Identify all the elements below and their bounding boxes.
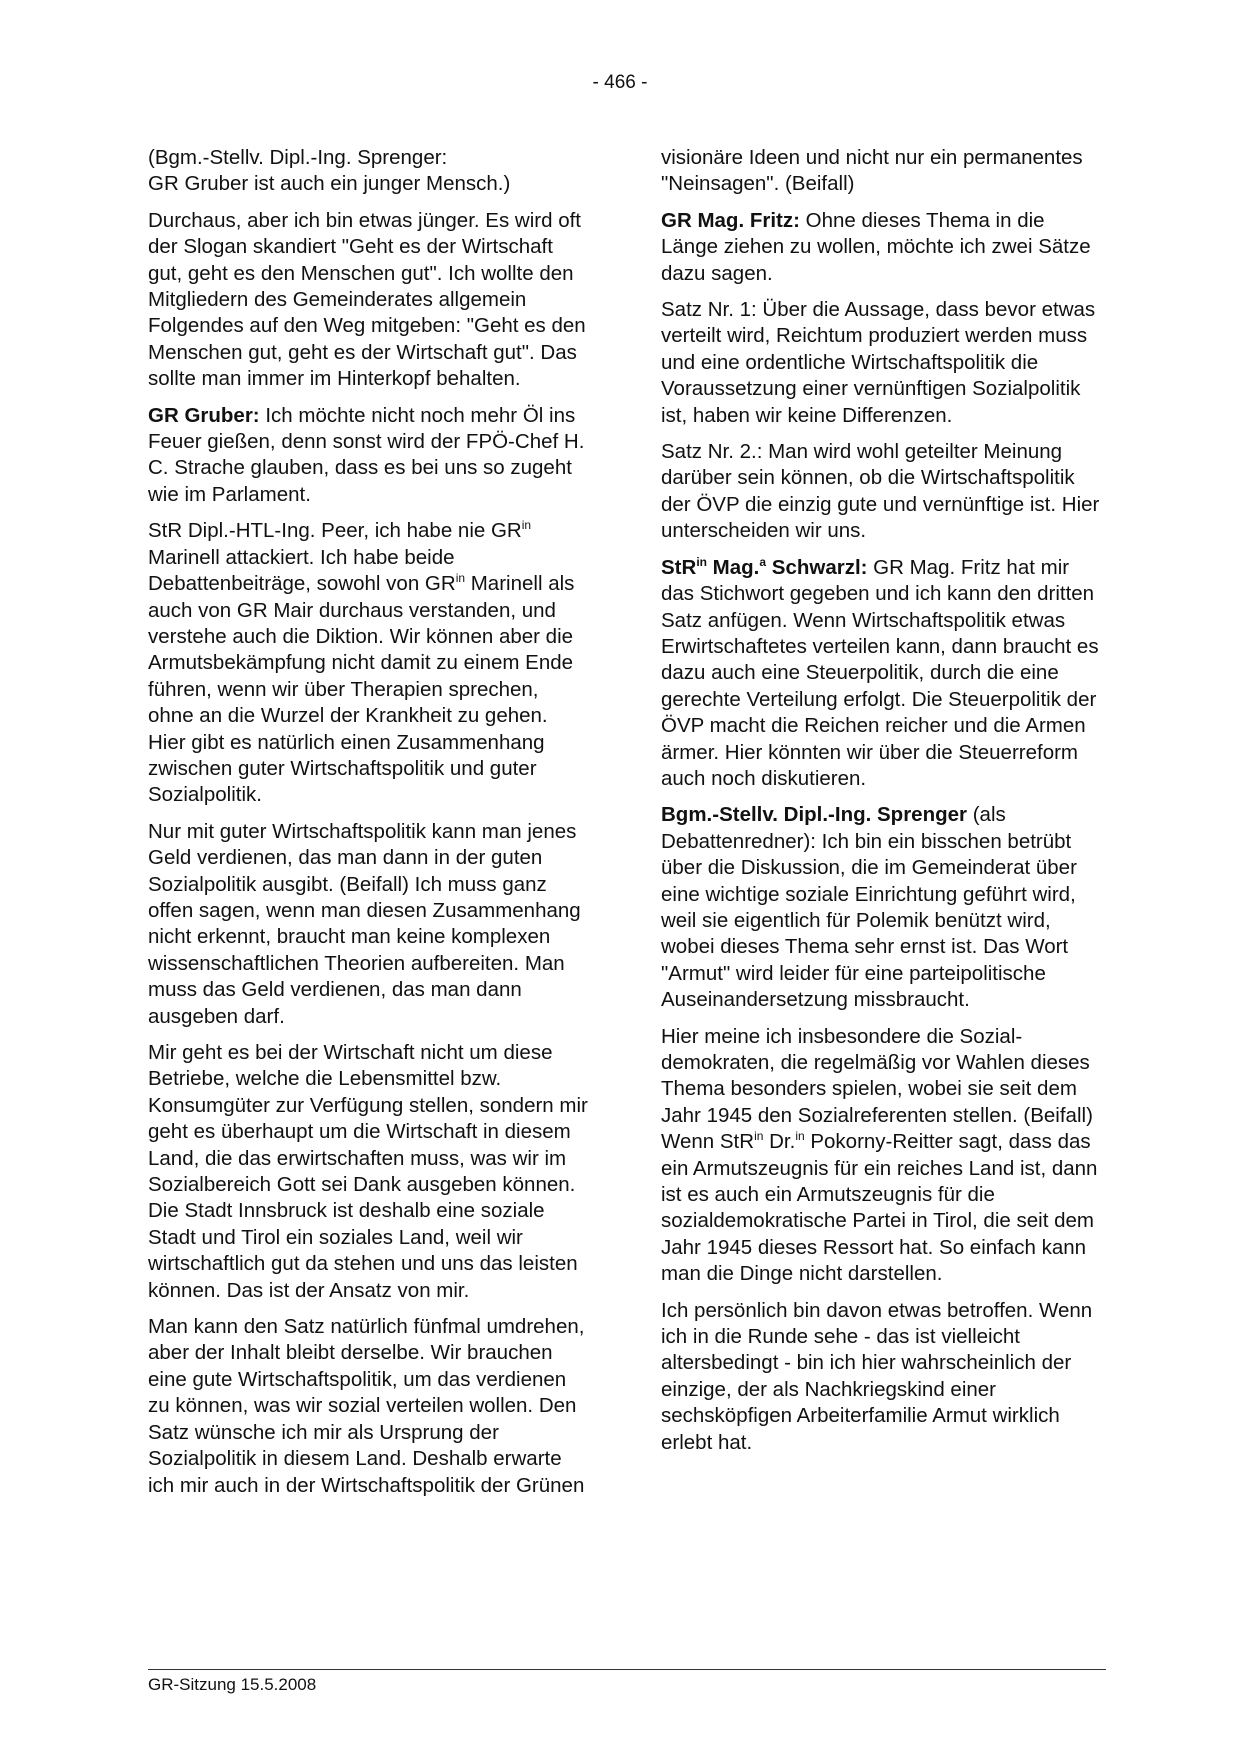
text-run: Marinell attackiert. Ich habe beide Debattenbeiträge, sowohl von GR bbox=[148, 545, 456, 596]
paragraph-interjection bbox=[148, 145, 588, 198]
paragraph-speaker-gruber bbox=[148, 403, 588, 509]
speaker-name: GR Gruber: bbox=[148, 403, 260, 427]
superscript: in bbox=[455, 571, 466, 586]
superscript: in bbox=[696, 554, 707, 569]
paragraph: Satz Nr. 1: Über die Aussage, dass bevor etwas verteilt wird, Reichtum produziert werden muss und eine ordentliche Wirtschaftspolitik die Voraussetzung einer vernünftigen Sozialpolitik ist, haben wir keine Differenzen. bbox=[661, 298, 1096, 427]
paragraph: Nur mit guter Wirtschaftspolitik kann man jenes Geld verdienen, das man dann in der guten Sozialpolitik ausgibt. (Beifall) Ich muss ganz offen sagen, wenn man diesen Zusammenhang nicht erkennt, braucht man keine komplexen wissenschaftlichen Theorien aufbereiten. Man muss das Geld verdienen, das man dann ausgeben darf. bbox=[148, 819, 581, 1028]
interjection-line-1: (Bgm.-Stellv. Dipl.-Ing. Sprenger: bbox=[148, 146, 448, 169]
speech-text: GR Mag. Fritz hat mir das Stichwort gegeben und ich kann den dritten Satz anfügen. Wenn Wirtschaftspolitik etwas Erwirtschaftetes verteilen kann, dann braucht es dazu auch eine Steuerpolitik, durch die eine gerechte Verteilung erfolgt. Die Steuerpolitik der ÖVP macht die Reichen reicher und die Armen ärmer. Hier könnten wir über die Steuerreform auch noch diskutieren. bbox=[661, 555, 1099, 790]
text-run: Marinell als auch von GR Mair durchaus verstanden, und verstehe auch die Diktion. Wir können aber die Armutsbekämpfung nicht damit zu einem Ende führen, wenn wir über Therapien sprechen, ohne an die Wurzel der Krankheit zu gehen. Hier gibt es natürlich einen Zusammenhang zwischen guter Wirtschaftspolitik und guter Sozialpolitik. bbox=[148, 572, 575, 807]
text-run: Mag. bbox=[706, 555, 760, 579]
text-run: Hier meine ich insbesondere die Sozialdemokraten, die regelmäßig vor Wahlen dieses Thema besonders spielen, wobei sie seit dem Jahr 1945 den Sozialreferenten stellen. (Beifall) Wenn StR bbox=[661, 1024, 1093, 1154]
paragraph: Mir geht es bei der Wirtschaft nicht um diese Betriebe, welche die Lebensmittel bzw. Konsumgüter zur Verfügung stellen, sondern mir geht es überhaupt um die Wirtschaft in diesem Land, die das erwirtschaften muss, was wir im Sozialbereich Gott sei Dank ausgeben können. Die Stadt Innsbruck ist deshalb eine soziale Stadt und Tirol ein soziales Land, weil wir wirtschaftlich gut da stehen und uns das leisten können. Das ist der Ansatz von mir. bbox=[148, 1041, 588, 1302]
speaker-name bbox=[661, 556, 867, 579]
paragraph-speaker-schwarzl bbox=[661, 555, 1101, 793]
speech-text: Ohne dieses Thema in die Länge ziehen zu wollen, möchte ich zwei Sätze dazu sagen. bbox=[661, 208, 1091, 285]
left-column bbox=[148, 145, 588, 1509]
speech-text: (als Debattenredner): Ich bin ein bisschen betrübt über die Diskussion, die im Gemeinderat über eine wichtige soziale Einrichtung geführt wird, weil sie eigentlich für Polemik benützt wird, wobei dieses Thema sehr ernst ist. Das Wort "Armut" wird leider für eine parteipolitische Auseinandersetzung missbraucht. bbox=[661, 803, 1077, 1012]
text-run: Dr. bbox=[763, 1130, 796, 1154]
text-run: Pokorny-Reitter sagt, dass das ein Armutszeugnis für ein reiches Land ist, dann ist es auch ein Armutszeugnis für die sozialdemokratische Partei in Tirol, die seit dem Jahr 1945 dieses Ressort hat. So einfach kann man die Dinge nicht darstellen. bbox=[661, 1130, 1098, 1286]
paragraph-speaker-fritz bbox=[661, 208, 1101, 287]
paragraph bbox=[148, 518, 588, 808]
paragraph: Man kann den Satz natürlich fünfmal umdrehen, aber der Inhalt bleibt derselbe. Wir brauchen eine gute Wirtschaftspolitik, um das verdienen zu können, was wir sozial verteilen wollen. Den Satz wünsche ich mir als Ursprung der Sozialpolitik in diesem Land. Deshalb erwarte ich mir auch in der Wirtschaftspolitik der Grünen bbox=[148, 1315, 585, 1497]
superscript: in bbox=[521, 518, 532, 533]
text-run: Schwarzl: bbox=[766, 555, 868, 579]
text-run: StR bbox=[661, 555, 697, 579]
speech-text: Ich möchte nicht noch mehr Öl ins Feuer gießen, denn sonst wird der FPÖ-Chef H. C. Strache glauben, dass es bei uns so zugeht wie im Parlament. bbox=[148, 403, 585, 506]
paragraph: visionäre Ideen und nicht nur ein permanentes "Neinsagen". (Beifall) bbox=[661, 146, 1083, 196]
interjection-line-2: GR Gruber ist auch ein junger Mensch.) bbox=[148, 172, 511, 196]
speaker-name: GR Mag. Fritz: bbox=[661, 208, 800, 232]
text-run: StR Dipl.-HTL-Ing. Peer, ich habe nie GR bbox=[148, 519, 522, 543]
paragraph-speaker-sprenger bbox=[661, 802, 1101, 1013]
paragraph: Durchaus, aber ich bin etwas jünger. Es wird oft der Slogan skandiert "Geht es der Wirtschaft gut, geht es den Menschen gut". Ich wollte den Mitgliedern des Gemeinderates allgemein Folgendes auf den Weg mitgeben: "Geht es den Menschen gut, geht es der Wirtschaft gut". Das sollte man immer im Hinterkopf behalten. bbox=[148, 208, 586, 391]
paragraph bbox=[661, 1024, 1101, 1288]
speaker-name: Bgm.-Stellv. Dipl.-Ing. Sprenger bbox=[661, 803, 968, 827]
superscript: a bbox=[759, 554, 767, 569]
right-column bbox=[661, 145, 1101, 1466]
superscript: in bbox=[754, 1129, 764, 1144]
superscript: in bbox=[795, 1129, 805, 1144]
footer-divider bbox=[148, 1669, 1106, 1670]
footer-session-date: GR-Sitzung 15.5.2008 bbox=[148, 1675, 317, 1694]
paragraph: Satz Nr. 2.: Man wird wohl geteilter Meinung darüber sein können, ob die Wirtschaftspolitik der ÖVP die einzig gute und vernünftige ist. Hier unterscheiden wir uns. bbox=[661, 440, 1100, 543]
page-number: - 466 - bbox=[592, 72, 648, 93]
paragraph: Ich persönlich bin davon etwas betroffen. Wenn ich in die Runde sehe - das ist vielleicht altersbedingt - bin ich hier wahrscheinlich der einzige, der als Nachkriegskind einer sechsköpfigen Arbeiterfamilie Armut wirklich erlebt hat. bbox=[661, 1298, 1093, 1454]
